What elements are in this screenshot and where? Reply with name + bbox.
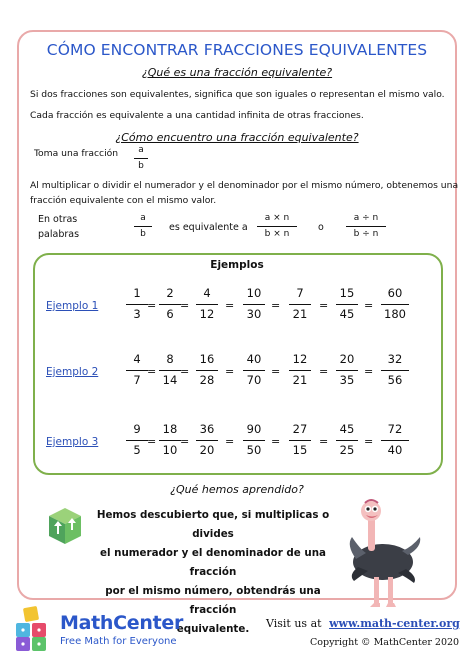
brand-tagline: Free Math for Everyone xyxy=(60,636,177,647)
equals-sign: = xyxy=(180,435,190,448)
page-title: CÓMO ENCONTRAR FRACCIONES EQUIVALENTES xyxy=(46,41,428,59)
example-fraction xyxy=(196,424,218,456)
other-words-2: palabras xyxy=(38,229,80,240)
fraction-numerator: 60 xyxy=(387,286,403,300)
example-fraction xyxy=(159,424,181,456)
fraction-numerator: 8 xyxy=(166,352,174,366)
fraction-denominator: b ÷ n xyxy=(353,229,379,239)
equals-sign: = xyxy=(180,299,190,312)
example-fraction xyxy=(196,288,218,320)
or-label: o xyxy=(318,222,324,233)
fraction-denominator: 25 xyxy=(339,442,355,457)
fraction-bar xyxy=(159,370,181,371)
footer-brand xyxy=(60,612,183,647)
box-arrow-up-icon xyxy=(47,506,83,546)
fraction-numerator: 9 xyxy=(133,422,141,436)
fraction-bar xyxy=(243,440,265,441)
fraction-denominator: 28 xyxy=(199,372,215,387)
example-row xyxy=(46,424,436,464)
fraction-denominator: 15 xyxy=(292,442,308,457)
fraction-denominator: 35 xyxy=(339,372,355,387)
paragraph-definition: Si dos fracciones son equivalentes, significa que son iguales o representan el mismo valo. xyxy=(30,89,445,100)
fraction-bar xyxy=(289,304,311,305)
equals-sign: = xyxy=(319,365,329,378)
equals-sign: = xyxy=(147,435,157,448)
learned-line: el numerador y el denominador de una fracción xyxy=(100,547,326,578)
fraction-numerator: 72 xyxy=(387,422,403,436)
website-link[interactable]: www.math-center.org xyxy=(329,617,460,630)
fraction-denominator: 7 xyxy=(133,372,141,387)
is-equivalent-label: es equivalente a xyxy=(169,222,248,233)
fraction-numerator: a × n xyxy=(264,213,290,223)
fraction-bar xyxy=(381,440,409,441)
fraction-denominator: b × n xyxy=(264,229,290,239)
visit-label: Visit us at xyxy=(266,617,322,630)
fraction-bar xyxy=(134,158,148,159)
example-row xyxy=(46,288,436,328)
example-label: Ejemplo 2 xyxy=(46,366,99,378)
fraction-numerator: 7 xyxy=(296,286,304,300)
equals-sign: = xyxy=(147,299,157,312)
question-what-is: ¿Qué es una fracción equivalente? xyxy=(141,66,333,79)
fraction-numerator: 4 xyxy=(133,352,141,366)
equals-sign: = xyxy=(180,365,190,378)
fraction-bar xyxy=(381,304,409,305)
fraction-bar xyxy=(243,370,265,371)
example-fraction xyxy=(126,424,148,456)
fraction-denominator: 21 xyxy=(292,372,308,387)
fraction-denominator: 6 xyxy=(166,306,174,321)
equals-sign: = xyxy=(271,299,281,312)
fraction-numerator: 15 xyxy=(339,286,355,300)
example-fraction xyxy=(336,424,358,456)
example-fraction xyxy=(381,424,409,456)
fraction-denominator: 20 xyxy=(199,442,215,457)
learned-line: equivalente. xyxy=(176,623,250,635)
fraction-numerator: 10 xyxy=(246,286,262,300)
paragraph-rule-line2: fracción equivalente con el mismo valor. xyxy=(30,195,217,206)
copyright: Copyright © MathCenter 2020 xyxy=(310,637,460,648)
brand-name: MathCenter xyxy=(60,612,184,634)
fraction-bar xyxy=(196,370,218,371)
fraction-numerator: 4 xyxy=(203,286,211,300)
example-fraction xyxy=(196,354,218,386)
fraction-numerator: 16 xyxy=(199,352,215,366)
examples-title: Ejemplos xyxy=(210,259,264,271)
equals-sign: = xyxy=(271,365,281,378)
example-fraction xyxy=(126,354,148,386)
example-fraction xyxy=(243,354,265,386)
example-row xyxy=(46,354,436,394)
fraction-numerator: 20 xyxy=(339,352,355,366)
fraction-denominator: 45 xyxy=(339,306,355,321)
equals-sign: = xyxy=(225,435,235,448)
fraction-bar xyxy=(196,304,218,305)
equals-sign: = xyxy=(364,365,374,378)
example-fraction xyxy=(336,354,358,386)
equals-sign: = xyxy=(364,435,374,448)
fraction-denominator: 12 xyxy=(199,306,215,321)
fraction-denominator: b xyxy=(138,161,144,171)
fraction-bar xyxy=(289,370,311,371)
example-label: Ejemplo 1 xyxy=(46,300,99,312)
fraction-bar xyxy=(381,370,409,371)
fraction-bar xyxy=(336,440,358,441)
fraction-bar xyxy=(289,440,311,441)
fraction-denominator: 70 xyxy=(246,372,262,387)
take-fraction-label: Toma una fracción xyxy=(34,148,119,159)
fraction-denominator: 50 xyxy=(246,442,262,457)
fraction-denominator: 14 xyxy=(162,372,178,387)
fraction-bar xyxy=(196,440,218,441)
other-words-1: En otras xyxy=(38,214,78,225)
equals-sign: = xyxy=(364,299,374,312)
fraction-denominator: b xyxy=(140,229,146,239)
fraction-numerator: 45 xyxy=(339,422,355,436)
example-fraction xyxy=(289,424,311,456)
fraction-numerator: 40 xyxy=(246,352,262,366)
example-fraction xyxy=(159,354,181,386)
fraction-numerator: 27 xyxy=(292,422,308,436)
fraction-numerator: 18 xyxy=(162,422,178,436)
fraction-bar xyxy=(126,440,148,441)
equals-sign: = xyxy=(225,365,235,378)
fraction-denominator: 3 xyxy=(133,306,141,321)
fraction-bar xyxy=(126,370,148,371)
fraction-bar xyxy=(336,370,358,371)
equals-sign: = xyxy=(319,435,329,448)
fraction-numerator: 90 xyxy=(246,422,262,436)
take-fraction xyxy=(134,146,148,171)
question-how-to: ¿Cómo encuentro una fracción equivalente? xyxy=(115,131,359,144)
learned-line: Hemos descubierto que, si multiplicas o divides xyxy=(96,509,330,540)
fraction-bar xyxy=(243,304,265,305)
fraction-numerator: a xyxy=(140,213,146,223)
example-fraction xyxy=(243,288,265,320)
fraction-denominator: 21 xyxy=(292,306,308,321)
fraction-numerator: a xyxy=(138,145,144,155)
fraction-denominator: 56 xyxy=(387,372,403,387)
example-fraction xyxy=(243,424,265,456)
learned-line: por el mismo número, obtendrás una fracción xyxy=(105,585,321,616)
fraction-bar xyxy=(346,226,386,227)
example-label: Ejemplo 3 xyxy=(46,436,99,448)
footer-visit xyxy=(266,617,460,630)
equals-sign: = xyxy=(147,365,157,378)
fraction-bar xyxy=(134,226,152,227)
fraction-denominator: 40 xyxy=(387,442,403,457)
example-fraction xyxy=(381,354,409,386)
example-fraction xyxy=(159,288,181,320)
fraction-denominator: 30 xyxy=(246,306,262,321)
fraction-numerator: 32 xyxy=(387,352,403,366)
ostrich-illustration xyxy=(338,497,426,615)
fraction-numerator: 1 xyxy=(133,286,141,300)
fraction-denominator: 5 xyxy=(133,442,141,457)
fraction-denominator: 180 xyxy=(384,306,406,321)
equals-sign: = xyxy=(225,299,235,312)
fraction-denominator: 10 xyxy=(162,442,178,457)
fraction-bar xyxy=(126,304,148,305)
rule-div-fraction xyxy=(346,214,386,239)
fraction-bar xyxy=(336,304,358,305)
paragraph-infinite: Cada fracción es equivalente a una cantidad infinita de otras fracciones. xyxy=(30,110,364,121)
example-fraction xyxy=(381,288,409,320)
rule-mult-fraction xyxy=(257,214,297,239)
fraction-bar xyxy=(159,440,181,441)
fraction-numerator: a ÷ n xyxy=(353,213,379,223)
equals-sign: = xyxy=(319,299,329,312)
mathcenter-logo-cubes xyxy=(14,605,58,653)
rule-base-fraction xyxy=(134,214,152,239)
example-fraction xyxy=(289,354,311,386)
fraction-numerator: 36 xyxy=(199,422,215,436)
fraction-numerator: 12 xyxy=(292,352,308,366)
fraction-bar xyxy=(159,304,181,305)
paragraph-rule-line1: Al multiplicar o dividir el numerador y el denominador por el mismo número, obtenemos una xyxy=(30,180,459,191)
example-fraction xyxy=(336,288,358,320)
fraction-numerator: 2 xyxy=(166,286,174,300)
example-fraction xyxy=(289,288,311,320)
equals-sign: = xyxy=(271,435,281,448)
fraction-bar xyxy=(257,226,297,227)
example-fraction xyxy=(126,288,148,320)
learned-title: ¿Qué hemos aprendido? xyxy=(170,483,304,496)
